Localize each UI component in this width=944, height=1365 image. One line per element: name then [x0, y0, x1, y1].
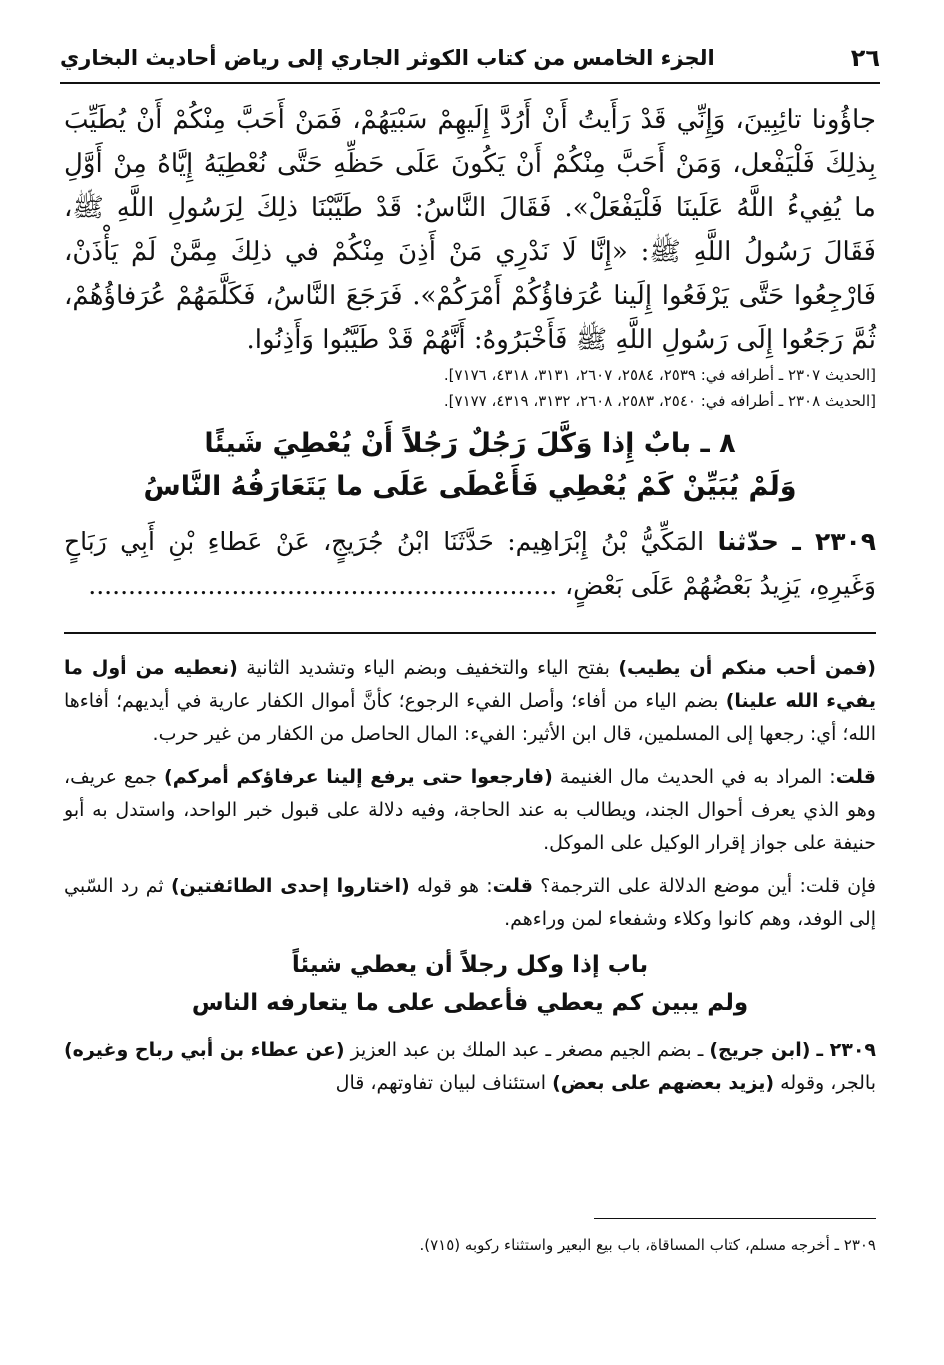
footnote: ٢٣٠٩ ـ أخرجه مسلم، كتاب المساقاة، باب بيع البعير واستثناء ركوبه (٧١٥).	[419, 1236, 876, 1254]
commentary-block	[64, 652, 876, 1110]
commentary-text: بفتح الياء والتخفيف وبضم الياء وتشديد الثانية	[237, 657, 619, 679]
commentary-text: جمع عريف، وهو الذي يعرف أحوال الجند، ويطالب به عند الحاجة، وفيه دلالة على قبول خبر الواحد، واستدل به أبو حنيفة على جواز إقرار الوكيل على الموكل.	[64, 766, 876, 854]
commentary-paragraph-3	[64, 870, 876, 936]
commentary-paragraph-2	[64, 761, 876, 860]
hadith-2309-chain	[64, 520, 876, 608]
running-header	[60, 40, 880, 84]
commentary-chapter-heading	[64, 946, 876, 1022]
quoted-phrase: (عن عطاء بن أبي رباح وغيره)	[64, 1039, 345, 1061]
commentary-paragraph-1	[64, 652, 876, 751]
hadith-2307-references: [الحديث ٢٣٠٧ ـ أطرافه في: ٢٥٣٩، ٢٥٨٤، ٢٦٠٧، ٣١٣١، ٤٣١٨، ٧١٧٦].	[443, 366, 876, 384]
hadith-number: ٢٣٠٩ ـ	[792, 527, 876, 556]
hadith-text-block	[64, 98, 876, 414]
footnote-rule	[594, 1218, 876, 1219]
quoted-phrase: (نعطيه من أول ما يفيء الله علينا)	[64, 657, 876, 712]
quoted-phrase: (يزيد بعضهم على بعض)	[552, 1072, 775, 1094]
quoted-phrase: (اختاروا إحدى الطائفتين)	[170, 875, 410, 897]
commentary-text: بضم الياء من أفاء؛ وأصل الفيء الرجوع؛ كأنَّ أموال الكفار عارية في أيديهم؛ أفاءها الله؛ أي: رجعها إلى المسلمين، قال ابن الأثير: الفيء: المال الحاصل من الكفار من غير حرب.	[64, 690, 876, 745]
commentary-text: ثم رد السّبي إلى الوفد، وهم كانوا وكلاء وشفعاء لمن وراءهم.	[64, 875, 876, 930]
qult-label: قلت	[492, 875, 533, 897]
chapter-heading-line-1: ٨ ـ بابٌ إِذا وَكَّلَ رَجُلٌ رَجُلاً أَنْ يُعْطِيَ شَيئًا	[204, 428, 736, 459]
hadith-number: ٢٣٠٩ ـ	[816, 1039, 877, 1061]
quoted-phrase: (فمن أحب منكم أن يطيب)	[618, 657, 876, 679]
chain-text: المَكِّيُّ بْنُ إِبْرَاهِيم: حَدَّثَنَا ابْنُ جُرَيجٍ، عَنْ عَطاءِ بْنِ أَبِي رَبَاحٍ وَغَيرِهِ، يَزِيدُ بَعْضُهُمْ عَلَى بَعْضٍ،	[64, 527, 876, 600]
commentary-chapter-line-1: باب إذا وكل رجلاً أن يعطي شيئاً	[291, 952, 649, 978]
commentary-separator	[64, 632, 876, 634]
ellipsis-dots: ...........................................................	[88, 571, 558, 600]
page-number: ٢٦	[850, 44, 880, 72]
commentary-text: بالجر، وقوله	[774, 1072, 876, 1094]
commentary-text: فإن قلت: أين موضع الدلالة على الترجمة؟	[532, 875, 877, 897]
narration-verb: حدّثنا	[717, 527, 779, 556]
quoted-phrase: (ابن جريج)	[709, 1039, 811, 1061]
chapter-heading-line-2: وَلَمْ يُبَيِّنْ كَمْ يُعْطِي فَأَعْطَى عَلَى ما يَتَعَارَفُهُ النَّاسُ	[143, 471, 797, 502]
commentary-paragraph-4	[64, 1034, 876, 1100]
chapter-heading	[64, 422, 876, 508]
commentary-text: : هو قوله	[409, 875, 493, 897]
commentary-text: ـ بضم الجيم مصغر ـ عبد الملك بن عبد العزيز	[344, 1039, 710, 1061]
hadith-text: جاؤُونا تائِبِينَ، وَإِنِّي قَدْ رَأَيتُ أَنْ أَرُدَّ إِلَيهِمْ سَبْيَهُمْ، فَمَنْ أَحَبَّ مِنْكُمْ أَنْ يُطَيِّبَ بِذلِكَ فَلْيَفْعل، وَمَنْ أَحَبَّ مِنْكُمْ أَنْ يَكُونَ عَلَى حَظِّهِ حَتَّى نُعْطِيَهُ إِيَّاهُ مِنْ أَوَّلِ ما يُفِيءُ اللَّهُ عَلَينَا فَلْيَفْعَلْ». فَقَالَ النَّاسُ: قَدْ طَيَّبْنَا ذلِكَ لِرَسُولِ اللَّهِ ﷺ، فَقَالَ رَسُولُ اللَّهِ ﷺ: «إِنَّا لَا نَدْرِي مَنْ أَذِنَ مِنْكُمْ في ذلِكَ مِمَّنْ لَمْ يَأْذَنْ، فَارْجِعُوا حَتَّى يَرْفَعُوا إِلَينا عُرَفاؤُكُمْ أَمْرَكُمْ». فَرَجَعَ النَّاسُ، فَكَلَّمَهُمْ عُرَفاؤُهُمْ، ثُمَّ رَجَعُوا إِلَى رَسُولِ اللَّهِ ﷺ فَأَخْبَرُوهُ: أَنَّهُمْ قَدْ طَيَّبُوا وَأَذِنُوا.	[64, 105, 876, 355]
quoted-phrase: (فارجعوا حتى يرفع إلينا عرفاؤكم أمركم)	[164, 766, 553, 788]
hadith-2308-references: [الحديث ٢٣٠٨ ـ أطرافه في: ٢٥٤٠، ٢٥٨٣، ٢٦٠٨، ٣١٣٢، ٤٣١٩، ٧١٧٧].	[443, 392, 876, 410]
running-title: الجزء الخامس من كتاب الكوثر الجاري إلى رياض أحاديث البخاري	[60, 46, 715, 70]
commentary-chapter-line-2: ولم يبين كم يعطي فأعطى على ما يتعارفه الناس	[191, 990, 749, 1016]
commentary-text: استئناف لبيان تفاوتهم، قال	[335, 1072, 553, 1094]
qult-label: قلت	[835, 766, 876, 788]
commentary-text: : المراد به في الحديث مال الغنيمة	[552, 766, 836, 788]
